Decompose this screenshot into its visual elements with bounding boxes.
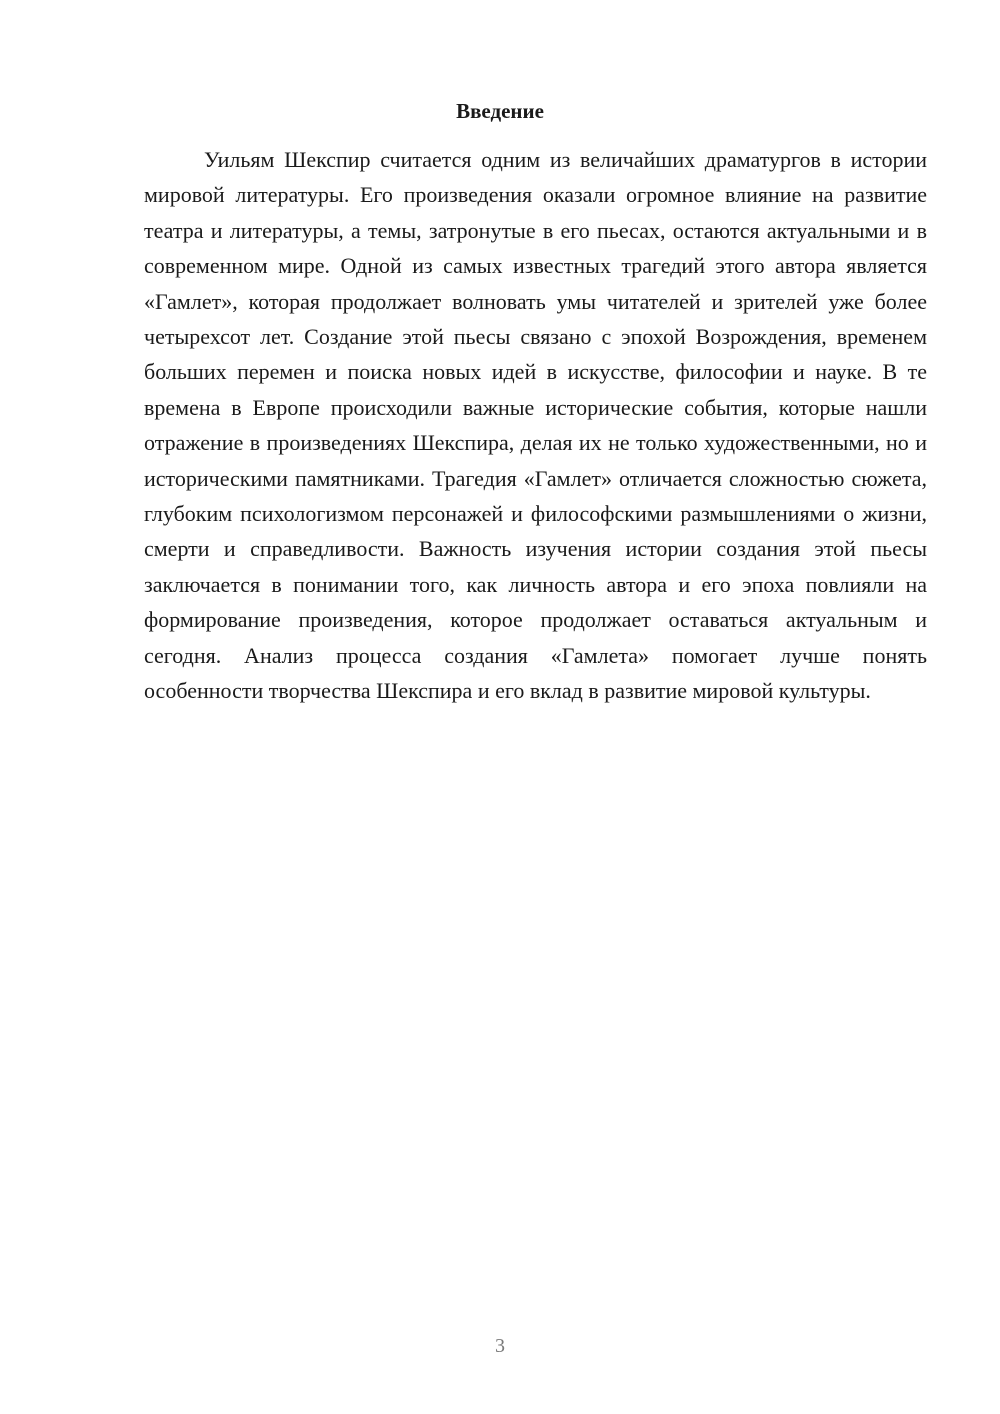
page-number: 3	[495, 1335, 505, 1357]
body-paragraph: Уильям Шекспир считается одним из величайших драматургов в истории мировой литературы. Его произведения оказали огромное влияние на развитие театра и литературы, а темы, затронутые в его пьесах, остаются актуальными и в современном мире. Одной из самых известных трагедий этого автора является «Гамлет», которая продолжает волновать умы читателей и зрителей уже более четырехсот лет. Создание этой пьесы связано с эпохой Возрождения, временем больших перемен и поиска новых идей в искусстве, философии и науке. В те времена в Европе происходили важные исторические события, которые нашли отражение в произведениях Шекспира, делая их не только художественными, но и историческими памятниками. Трагедия «Гамлет» отличается сложностью сюжета, глубоким психологизмом персонажей и философскими размышлениями о жизни, смерти и справедливости. Важность изучения истории создания этой пьесы заключается в понимании того, как личность автора и его эпоха повлияли на формирование произведения, которое продолжает оставаться актуальным и сегодня. Анализ процесса создания «Гамлета» помогает лучше понять особенности творчества Шекспира и его вклад в развитие мировой культуры.	[144, 147, 927, 704]
section-heading: Введение	[456, 99, 544, 123]
